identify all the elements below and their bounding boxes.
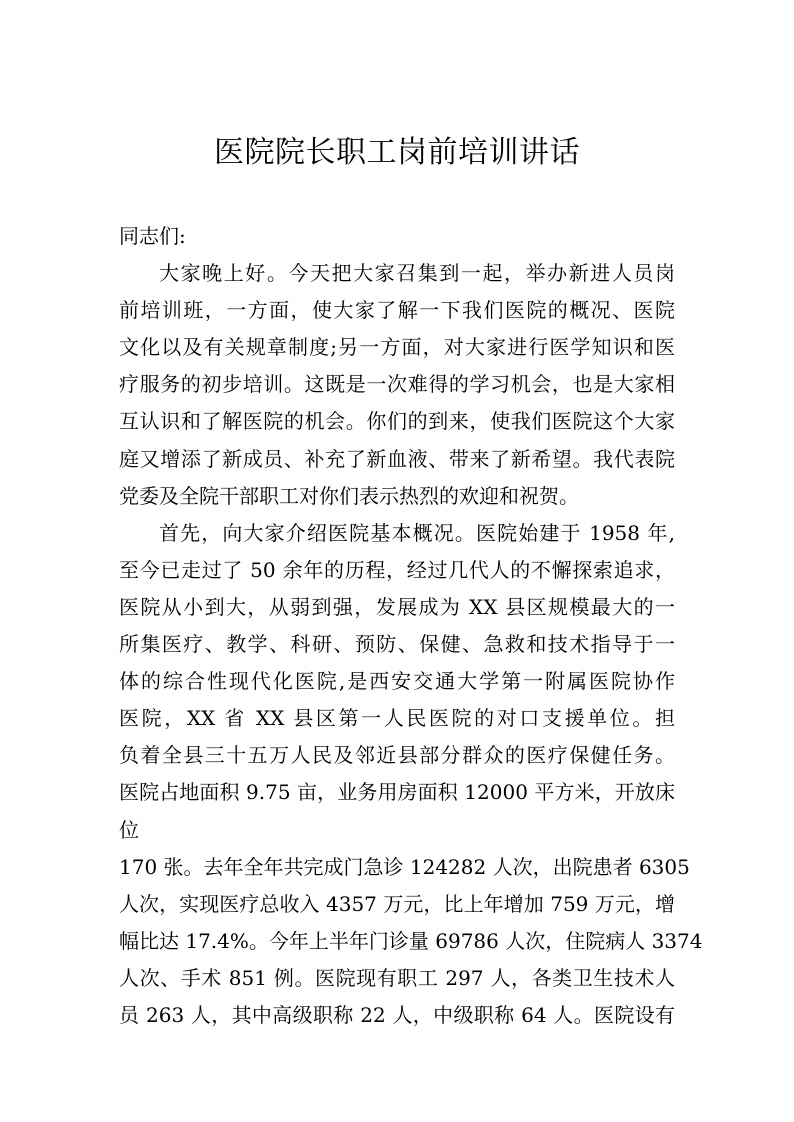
paragraph-line: 庭又增添了新成员、补充了新血液、带来了新希望。我代表院	[119, 446, 675, 471]
salutation-line: 同志们:	[119, 224, 186, 248]
paragraph-line: 疗服务的初步培训。这既是一次难得的学习机会，也是大家相	[119, 372, 675, 397]
paragraph-line: 医院占地面积 9.75 亩，业务用房面积 12000 平方米，开放床	[119, 780, 675, 805]
document-title: 医院院长职工岗前培训讲话	[214, 135, 580, 170]
paragraph-line: 所集医疗、教学、科研、预防、保健、急救和技术指导于一	[119, 632, 675, 657]
paragraph-line: 医院从小到大，从弱到强，发展成为 XX 县区规模最大的一	[119, 594, 675, 619]
document-body	[119, 218, 703, 1034]
paragraph-line: 首先，向大家介绍医院基本概况。医院始建于 1958 年,	[159, 520, 675, 545]
paragraph-line: 幅比达 17.4%。今年上半年门诊量 69786 人次，住院病人 3374	[119, 928, 703, 953]
paragraph-line: 员 263 人，其中高级职称 22 人，中级职称 64 人。医院设有	[119, 1002, 675, 1027]
paragraph-line: 170 张。去年全年共完成门急诊 124282 人次，出院患者 6305	[119, 854, 690, 879]
paragraph-line: 至今已走过了 50 余年的历程，经过几代人的不懈探索追求，	[119, 557, 675, 582]
paragraph-line: 医院，XX 省 XX 县区第一人民医院的对口支援单位。担	[119, 706, 675, 731]
paragraph-line: 大家晚上好。今天把大家召集到一起，举办新进人员岗	[159, 261, 675, 286]
paragraph-line: 党委及全院干部职工对你们表示热烈的欢迎和祝贺。	[119, 483, 579, 508]
paragraph-line: 文化以及有关规章制度;另一方面，对大家进行医学知识和医	[119, 335, 675, 360]
paragraph-line: 位	[119, 817, 139, 842]
paragraph-line: 人次，实现医疗总收入 4357 万元，比上年增加 759 万元，增	[119, 891, 675, 916]
paragraph-line: 负着全县三十五万人民及邻近县部分群众的医疗保健任务。	[119, 743, 675, 768]
paragraph-line: 互认识和了解医院的机会。你们的到来，使我们医院这个大家	[119, 409, 675, 434]
paragraph-line: 体的综合性现代化医院,是西安交通大学第一附属医院协作	[119, 669, 675, 694]
paragraph-line: 人次、手术 851 例。医院现有职工 297 人，各类卫生技术人	[119, 965, 675, 990]
paragraph-line: 前培训班，一方面，使大家了解一下我们医院的概况、医院	[119, 298, 675, 323]
